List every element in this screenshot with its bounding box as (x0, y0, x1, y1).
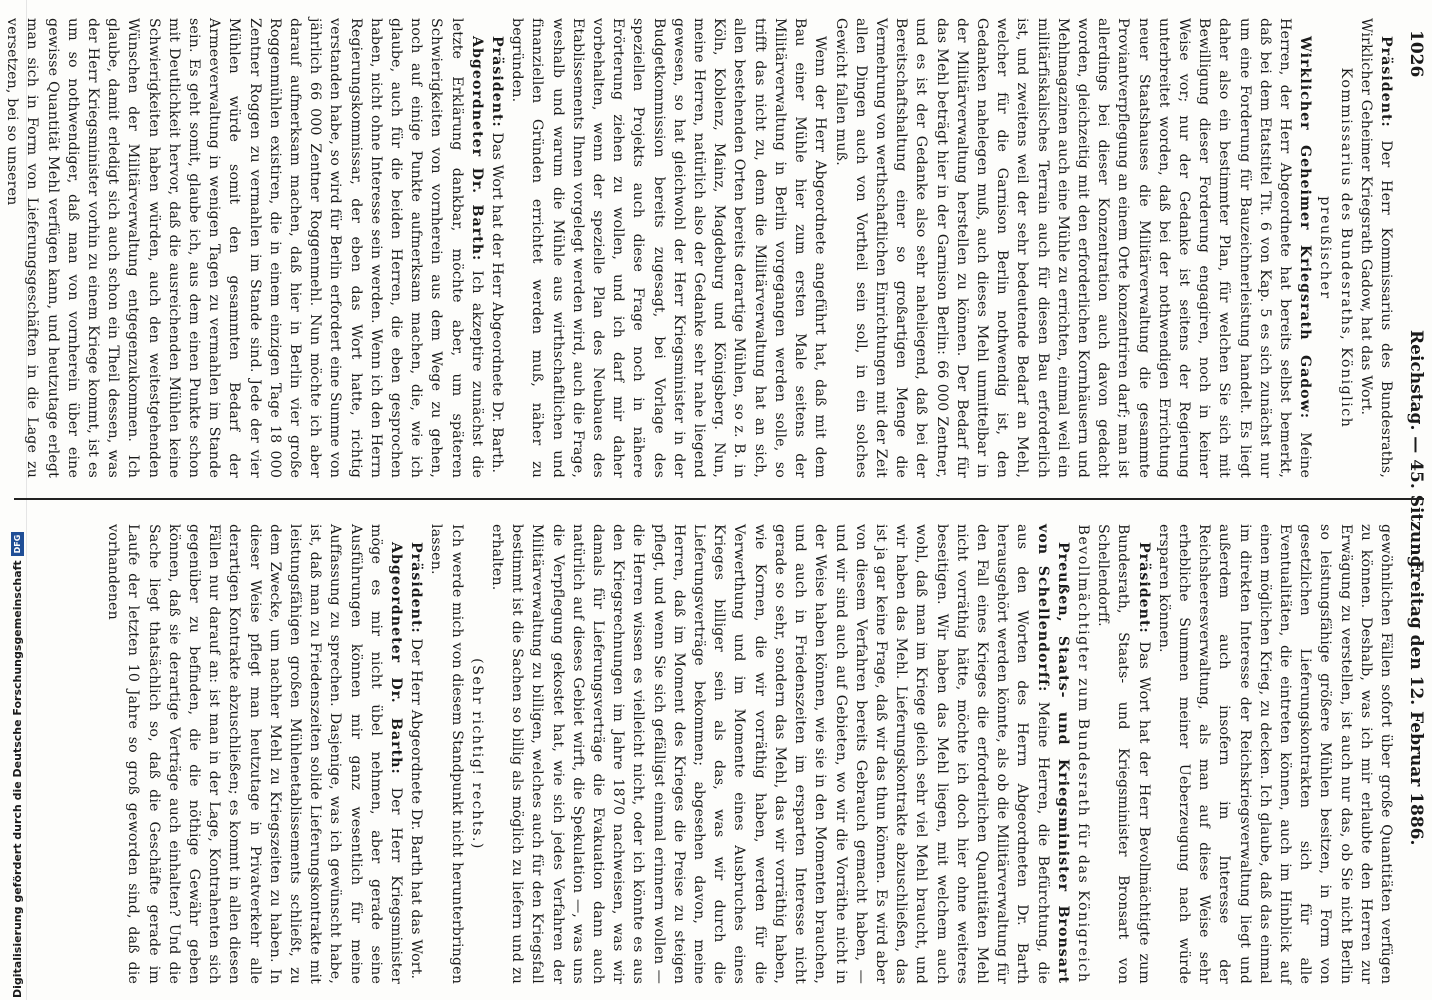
centered-caption: (Sehr richtig! rechts.) (468, 658, 485, 850)
speech-paragraph (487, 524, 1073, 984)
paragraph-text: gewöhnlichen Fällen sofort über große Quantitäten verfügen zu können. Deshalb, was ich mir erlaubte den Herren zur Erwägung zu verstellen, ist auch nur das, ob Sie nicht Berlin so leistungsfähige größere Mühlen besitzen, in Form von gesetzlichen Lieferungskontrakten sich für alle Eventualitäten, die eintreten können, auch im Hinblick auf einen möglichen Krieg, zu decken. Ich glaube, daß das einmal im direkten Interesse der Reichskriegsverwaltung liegt und außerdem auch insofern im Interesse der Reichsheeresverwaltung, als man auf diese Weise sehr erhebliche Summen meiner Ueberzeugung nach würde ersparen können. (1155, 524, 1394, 984)
speech-paragraph (1356, 18, 1396, 478)
speaker-name: Präsident: (408, 542, 425, 634)
column-divider (14, 498, 1424, 500)
speech-paragraph (1093, 524, 1154, 984)
session-title: Reichstag. — 45. Sitzung. (1406, 330, 1426, 574)
speaker-name: Wirklicher Geheimer Kriegsrath Gadow: (1297, 36, 1314, 420)
speech-paragraph (406, 524, 426, 984)
paragraph-text: Das Wort hat der Herr Bevollmächtigte zum Bundesrath, Staats- und Kriegsminister Bronsart von Schellendorff. (1095, 524, 1152, 984)
speaker-name: Preußen, Staats- und Kriegsminister Bronsart von Schellendorff: (1034, 524, 1071, 984)
right-text-column (16, 524, 1396, 984)
speech-paragraph (487, 18, 507, 478)
speaker-name: Abgeordneter Dr. Barth: (468, 36, 485, 262)
text-paragraph (507, 18, 830, 478)
text-paragraph (1154, 524, 1396, 984)
page-number: 1026 (1406, 30, 1426, 78)
paragraph-text: Ich werde mich von diesem Standpunkt nicht herunterbringen lassen. (428, 524, 465, 984)
speech-paragraph (2, 18, 487, 478)
paragraph-text: Der Herr Abgeordnete Dr. Barth hat das Wort. (408, 638, 425, 980)
paragraph-text: Meine Herren, die Befürchtung, die aus den Worten des Herrn Abgeordneten Dr. Barth herausgehört werden könnte, als ob die Militärverwaltung für den Fall eines Krieges die erforderlichen Quantitäten Mehl nicht vorräthig hätte, möchte ich doch hier ohne weiteres beseitigen. Wir haben das Mehl liegen, mit welchem auch wohl, daß man im Kriege gleich sehr viel Mehl braucht, und wir haben das Mehl. Lieferungskontrakte abzuschließen, das ist ja gar keine Frage, daß wir das thun können. Es wird aber von diesem Verfahren bereits Gebrauch gemacht haben, — und wir sind auch auf Gebieten, wo wir die Vorräthe nicht in der Weise haben können, wie sie in den Momenten brauchen, und auch in Friedenszeiten im ersparten Interesse nicht gerade so sehr, sondern das Mehl, das wir vorräthig haben, wie Kornen, die wir vorräthig haben, werden für die Verwerthung und im Momente eines Ausbruches eines Krieges billiger sein als das, was wir durch die Lieferungsverträge bekommen; abgesehen davon, meine Herren, daß im Moment des Krieges die Preise zu steigen pflegt, und wenn Sie sich gefälligst einmal erinnern wollen — die Herren wissen es vielleicht nicht, oder ich könnte es aus den Kriegsrechnungen im Jahre 1870 nachweisen, was wir damals für Lieferungsverträge die Evakuation dann auch natürlich auf dieses Gebiet wirft, die Spekulation —, was uns die Verpflegung gekostet hat, wie sich jedes Verfahren der Militärverwaltung zu billigen, welches auch für den Kriegsfall bestimmt ist die Sachen so billig als möglich zu liefern und zu erhalten. (489, 524, 1051, 985)
session-date: Freitag den 12. Februar 1886. (1406, 560, 1426, 846)
credit-text: Digitalisierung gefördert durch die Deutsche Forschungsgemeinschaft (10, 560, 24, 998)
paragraph-text: Meine Herren, der Herr Abgeordnete hat bereits selbst bemerkt, daß bei dem Etatstitel Tit. 6 von Kap. 5 es sich zunächst nur um eine Forderung für Bauzeichnerleistung handelt. Es liegt daher also ein bestimmter Plan, für welchen Sie sich mit Bewilligung dieser Forderung engagiren, noch in keiner Weise vor; nur der Gedanke ist seitens der Regierung unterbreitet worden, daß bei der nothwendigen Errichtung neuer Staatshauses die Militärverwaltung die gesammte Proviantverpflegung an einem Orte konzentriren darf; man ist allerdings bei dieser Konzentration auch davon gedacht worden, gleichzeitig mit den erforderlichen Kornhäusern und Mehlmagazinen auch eine Mühle zu errichten, einmal weil ein militärfiskalisches Terrain auch für diesen Bau erforderlich ist, und zweitens weil der sehr bedeutende Bedarf an Mehl, welcher für die Garnison Berlin nothwendig ist, den Gedanken nahelegen muß, auch dieses Mehl unmittelbar in der Militärverwaltung herstellen zu können. Der Bedarf für das Mehl beträgt hier in der Garnison Berlin: 66 000 Zentner, und es ist der Gedanke also sehr naheliegend, daß bei der Bereitschaftshaltung einer so großartigen Menge die Vermehrung von werthschaftlichen Einrichtungen mit der Zeit allen Dingen auch von Vortheil sein soll, in ein solches Gewicht fallen muß. (832, 18, 1314, 478)
paragraph-text: Wenn der Herr Abgeordnete angeführt hat, daß mit dem Bau einer Mühle hier zum ersten Male seitens der Militärverwaltung in Berlin vorgegangen werden solle, so trifft das nicht zu, denn die Militärverwaltung hat an sich, allen bestehenden Orten bereits derartige Mühlen, so z. B. in Köln, Koblenz, Mainz, Magdeburg und Königsberg. Nun, meine Herren, natürlich also der Gedanke sehr nahe liegend gewesen, so hat gleichwohl der Herr Kriegsminister in der Budgetkommission bereits zugesagt, bei Vorlage des speziellen Projekts auch diese Frage noch in nähere Erörterung ziehen zu wollen, und ich darf mir daher vorbehalten, wenn der spezielle Plan des Neubaues des Etablissements Ihnen vorgelegt werden wird, auch die Frage, weshalb und warum die Mühle aus wirthschaftlichen und finanziellen Gründen errichtet werden muß, näher zu begründen. (509, 18, 829, 478)
speaker-name: Abgeordneter Dr. Barth: (388, 542, 405, 775)
centered-caption: Kommissarius des Bundesraths, Königlich preußischer (1317, 67, 1354, 429)
digitization-credit (10, 438, 24, 998)
paragraph-text: Der Herr Kommissarius des Bundesraths, Wirklicher Geheimer Kriegsrath Gadow, hat das Wort. (1357, 18, 1394, 478)
paragraph-text: Ich akzeptire zunächst die letzte Erklärung dankbar, möchte aber, um späteren Schwierigkeiten von vornherein aus dem Wege zu gehen, noch auf einige Punkte aufmerksam machen, die, wie ich glaube, auch für die beiden Herren, die eben gesprochen haben, nicht ohne Interesse sein werden. Wenn ich den Herrn Regierungskommissar, der eben das Wort hatte, richtig verstanden habe, so wird für Berlin erfordert eine Summe von jährlich 66 000 Zentner Roggenmehl. Nun möchte ich aber darauf aufmerksam machen, daß hier in Berlin vier große Roggenmühlen existiren, die in einem einzigen Tage 18 000 Zentner Roggen zu vermahlen im Stande sind. Jede der vier Mühlen würde somit den gesammten Bedarf der Armeeverwaltung in wenigen Tagen zu vermahlen im Stande sein. Es geht somit, glaube ich, aus dem einen Punkte schon mit Deutlichkeit hervor, daß die ausreichenden Mühlen keine Schwierigkeiten haben würden, auch den weitestgehenden Wünschen der Militärverwaltung entgegenzukommen. Ich glaube, damit erledigt sich auch schon ein Theil dessen, was der Herr Kriegsminister vorhin zu einem Kriege kommt, ist es um so nothwendiger, daß man von vornherein über eine gewisse Quantität Mehl verfügen kann, und heutzutage erlegt man sich in Form von Lieferungsgeschäften in die Lage zu versetzen, bei so unseren (4, 18, 485, 478)
speaker-name: Präsident: (1378, 36, 1394, 128)
speaker-name: Präsident: (1135, 542, 1152, 634)
dfg-logo-icon: DFG (11, 532, 24, 557)
paragraph-text: Der Herr Kriegsminister möge es mir nicht übel nehmen, aber gerade seine Ausführungen können mir ganz wesentlich für meine Auffassung zu sprechen. Dasjenige, was ich gewünscht habe, ist, daß man zu Friedenszeiten solide Lieferungskontrakte mit leistungsfähigen großen Mühlenetablissements schließt, zu dem Zwecke, um nachher Mehl zu Kriegszeiten zu haben. In dieser Weise pflegt man heutzutage in Privatverkehr alle derartigen Kontrakte abzuschließen; es kommt in allen diesen Fällen nur darauf an: ist man in der Lage, Kontrahenten sich gegenüber zu befinden, die die nöthige Gewähr geben können, daß sie derartige Verträge auch einhalten? Und die Sache liegt thatsächlich so, daß die Geschäfte gerade im Laufe der letzten 10 Jahre so groß geworden sind, daß die vorhandenen (105, 524, 405, 984)
speech-paragraph (103, 524, 406, 984)
centered-caption: Bevollmächtigter zum Bundesrath für das Königreich (1074, 524, 1091, 984)
speech-paragraph (830, 18, 1315, 478)
text-paragraph (426, 524, 466, 984)
paragraph-text: Das Wort hat der Herr Abgeordnete Dr. Barth. (489, 132, 506, 474)
left-text-column (4, 18, 1396, 478)
speaker-name: Präsident: (489, 36, 506, 128)
rotated-newspaper-page (4, 0, 1432, 1000)
